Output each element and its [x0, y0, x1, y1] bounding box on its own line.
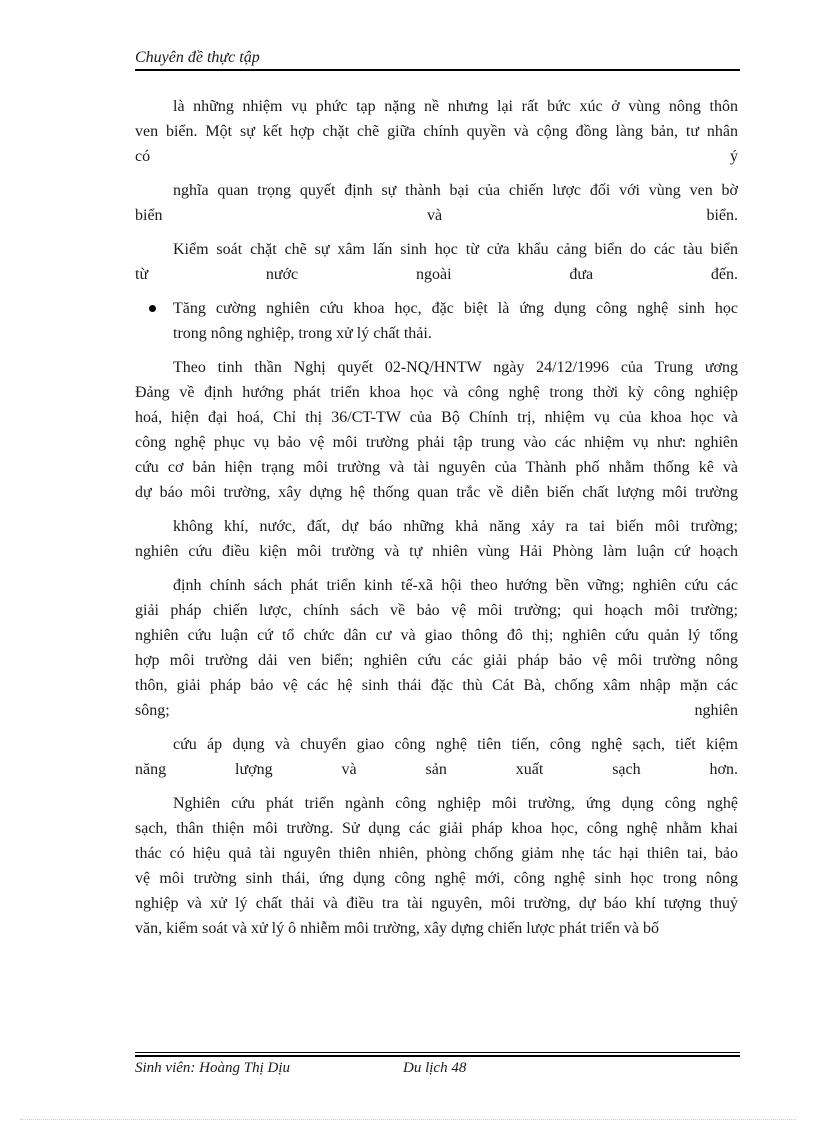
page-header-title: Chuyên đề thực tập: [135, 49, 260, 66]
bullet-text: Tăng cường nghiên cứu khoa học, đặc biệt là ứng dụng công nghệ sinh học: [173, 300, 738, 317]
text-line: là những nhiệm vụ phức tạp nặng nề nhưng lại rất bức xúc ở vùng nông thôn: [173, 98, 738, 115]
footer-student-name: Sinh viên: Hoàng Thị Dịu: [135, 1060, 290, 1076]
bullet-dot-icon: [149, 305, 156, 312]
text-line: công nghệ phục vụ bảo vệ môi trường phải tập trung vào các nhiệm vụ như: nghiên: [135, 434, 738, 451]
text-line: cứu áp dụng và chuyển giao công nghệ tiên tiến, công nghệ sạch, tiết kiệm: [173, 736, 738, 753]
text-line: sông; nghiên: [135, 702, 738, 719]
text-line: từ nước ngoài đưa đến.: [135, 266, 738, 283]
footer-rule: [135, 1052, 740, 1053]
text-line: vệ môi trường sinh thái, ứng dụng công nghệ mới, công nghệ sinh học trong nông: [135, 870, 738, 887]
text-line: thôn, giải pháp bảo vệ các hệ sinh thái đặc thù Cát Bà, chống xâm nhập mặn các: [135, 677, 738, 694]
text-line: nghiên cứu luận cứ tổ chức dân cư và giao thông đô thị; nghiên cứu quản lý tổng: [135, 627, 738, 644]
text-line: không khí, nước, đất, dự báo những khả năng xảy ra tai biến môi trường;: [173, 518, 738, 535]
text-line: thác có hiệu quả tài nguyên thiên nhiên, phòng chống giảm nhẹ tác hại thiên tai, bảo: [135, 845, 738, 862]
text-line: sạch, thân thiện môi trường. Sử dụng các giải pháp khoa học, công nghệ nhằm khai: [135, 820, 738, 837]
text-line: văn, kiểm soát và xử lý ô nhiễm môi trường, xây dựng chiến lược phát triển và bố: [135, 920, 659, 937]
footer-course: Du lịch 48: [403, 1060, 467, 1076]
text-line: Theo tinh thần Nghị quyết 02-NQ/HNTW ngày 24/12/1996 của Trung ương: [173, 359, 738, 376]
footer-rule-thick: [135, 1055, 740, 1057]
document-body: [135, 94, 738, 941]
text-line: nghiên cứu điều kiện môi trường và tự nhiên vùng Hải Phòng làm luận cứ hoạch: [135, 543, 738, 560]
text-line: có ý: [135, 148, 738, 165]
text-line: nghĩa quan trọng quyết định sự thành bại của chiến lược đối với vùng ven bờ: [173, 182, 738, 199]
text-line: ven biển. Một sự kết hợp chặt chẽ giữa chính quyền và cộng đồng làng bản, tư nhân: [135, 123, 738, 140]
text-line: Nghiên cứu phát triển ngành công nghiệp môi trường, ứng dụng công nghệ: [173, 795, 738, 812]
text-line: Kiểm soát chặt chẽ sự xâm lấn sinh học từ cửa khẩu cảng biển do các tàu biển: [173, 241, 738, 258]
text-line: nghiệp và xử lý chất thải và điều tra tài nguyên, môi trường, dự báo khí tượng thuỷ: [135, 895, 738, 912]
text-line: năng lượng và sản xuất sạch hơn.: [135, 761, 738, 778]
header-rule: [135, 69, 740, 71]
bullet-item: [135, 296, 738, 321]
text-line: hoá, hiện đại hoá, Chỉ thị 36/CT-TW của Bộ Chính trị, nhiệm vụ của khoa học và: [135, 409, 738, 426]
text-line: cứu cơ bản hiện trạng môi trường và tài nguyên của Thành phố nhằm thống kê và: [135, 459, 738, 476]
text-line: Đảng về định hướng phát triển khoa học và công nghệ trong thời kỳ công nghiệp: [135, 384, 738, 401]
page-bottom-edge: [20, 1119, 796, 1120]
text-line: biển và biển.: [135, 207, 738, 224]
text-line: trong nông nghiệp, trong xử lý chất thải.: [173, 325, 432, 342]
text-line: định chính sách phát triển kinh tế-xã hội theo hướng bền vững; nghiên cứu các: [173, 577, 738, 594]
text-line: giải pháp chiến lược, chính sách về bảo vệ môi trường; qui hoạch môi trường;: [135, 602, 738, 619]
text-line: dự báo môi trường, xây dựng hệ thống quan trắc về diễn biến chất lượng môi trường: [135, 484, 738, 501]
text-line: hợp môi trường dải ven biển; nghiên cứu các giải pháp bảo vệ môi trường nông: [135, 652, 738, 669]
